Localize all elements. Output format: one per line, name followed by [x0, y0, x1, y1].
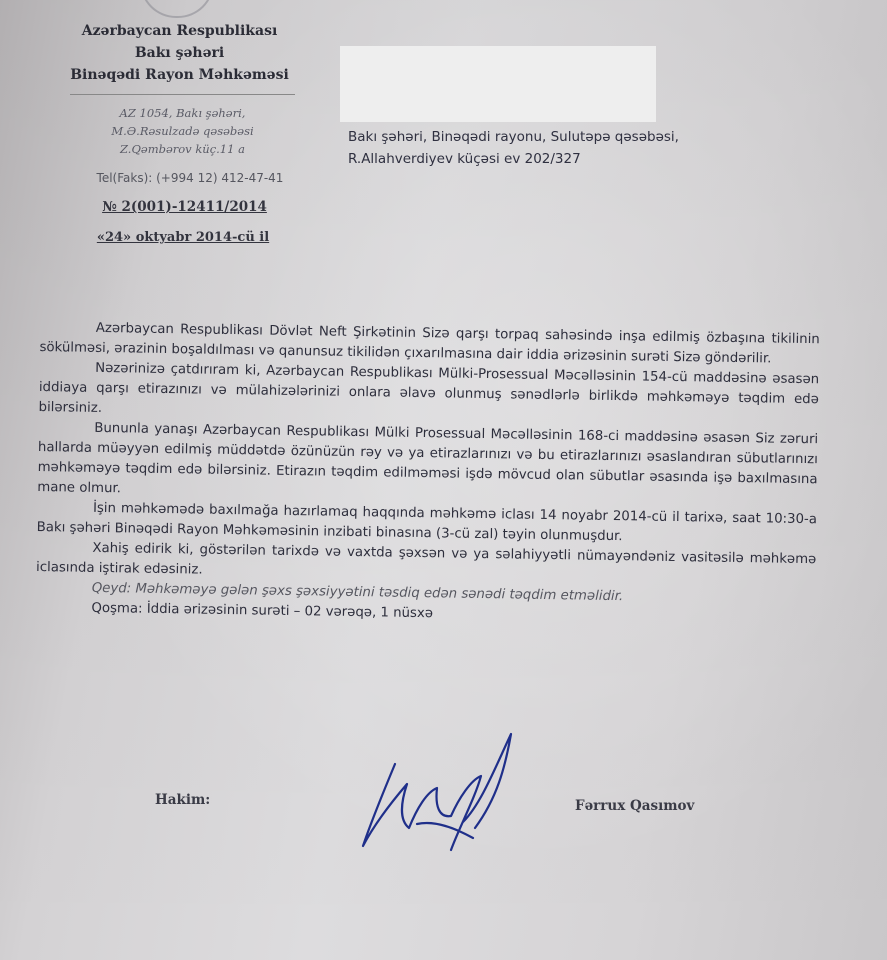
- header-divider: [70, 94, 295, 95]
- court-country: Azərbaycan Respublikası: [81, 23, 278, 39]
- document-date: «24» oktyabr 2014-cü il: [96, 230, 270, 245]
- paragraph-attendance-request: Xahiş edirik ki, göstərilən tarixdə və vaxtda şəxsən və ya səlahiyyətli nümayəndəniz vasitəsilə məhkəmə iclasında iştirak edəsiniz.: [35, 540, 817, 578]
- court-phone: Tel(Faks): (+994 12) 412-47-41: [96, 171, 284, 185]
- note-text: Qeyd: Məhkəməyə gələn şəxs şəxsiyyətini təsdiq edən sənədi təqdim etməlidir.: [91, 580, 624, 605]
- judge-signature: [355, 728, 525, 858]
- paragraph-hearing-date: İşin məhkəmədə baxılmağa hazırlamaq haqqında məhkəmə iclası 14 noyabr 2014-cü il tarixə, saat 10:30-a Bakı şəhəri Binəqədi Rayon Məhkəməsinin inzibati binasına (3-cü zal) təyin olunmuşdur.: [36, 500, 818, 545]
- court-address-line1: AZ 1054, Bakı şəhəri,: [119, 106, 246, 120]
- letter-body: [35, 318, 820, 630]
- paragraph-objection-rights: Nəzərinizə çatdırıram ki, Azərbaycan Respublikası Mülki-Prosessual Məcəlləsinin 154-cü maddəsinə əsasən iddiaya qarşı etirazınızı və mülahizələrinizi onlara əlavə olunmuş sənədlərlə birlikdə məhkəməyə təqdim edə bilərsiniz.: [38, 360, 820, 416]
- court-header: [52, 20, 307, 86]
- document-number: № 2(001)-12411/2014: [102, 199, 267, 215]
- judge-name: Fərrux Qasımov: [575, 798, 695, 814]
- paragraph-evidence: Bununla yanaşı Azərbaycan Respublikası Mülki Prosessual Məcəlləsinin 168-ci maddəsinə əsasən Siz zəruri hallarda müəyyən edilmiş müddətdə özünüzün rəy və ya etirazlarınızı və bu etirazlarınızı əsaslandıran sübutlarınızı məhkəməyə təqdim edə bilərsiniz. Etirazın təqdim edilməməsi işdə mövcud olan sübutlar əsasında işə baxılmasına mane olmur.: [37, 420, 819, 497]
- paragraph-claim: Azərbaycan Respublikası Dövlət Neft Şirkətinin Sizə qarşı torpaq sahəsində inşa edilmiş özbaşına tikilinin sökülməsi, ərazinin boşaldılması və qanunsuz tikilidən çıxarılmasına dair iddia ərizəsinin surəti Sizə göndərilir.: [39, 320, 820, 367]
- court-address: [60, 104, 305, 158]
- recipient-address: [348, 126, 788, 170]
- court-address-line3: Z.Qəmbərov küç.11 a: [120, 142, 245, 156]
- redacted-recipient-name: [340, 46, 656, 122]
- judge-title: Hakim:: [155, 792, 211, 808]
- court-address-line2: M.Ə.Rəsulzadə qəsəbəsi: [111, 124, 254, 138]
- court-city: Bakı şəhəri: [134, 45, 225, 61]
- recipient-address-line1: Bakı şəhəri, Binəqədi rayonu, Sulutəpə qəsəbəsi,: [348, 129, 679, 145]
- court-name: Binəqədi Rayon Məhkəməsi: [70, 67, 289, 83]
- recipient-address-line2: R.Allahverdiyev küçəsi ev 202/327: [348, 151, 581, 167]
- coat-of-arms-emblem: [140, 0, 214, 18]
- attachment-text: Qoşma: İddia ərizəsinin surəti – 02 vərəqə, 1 nüsxə: [91, 600, 434, 622]
